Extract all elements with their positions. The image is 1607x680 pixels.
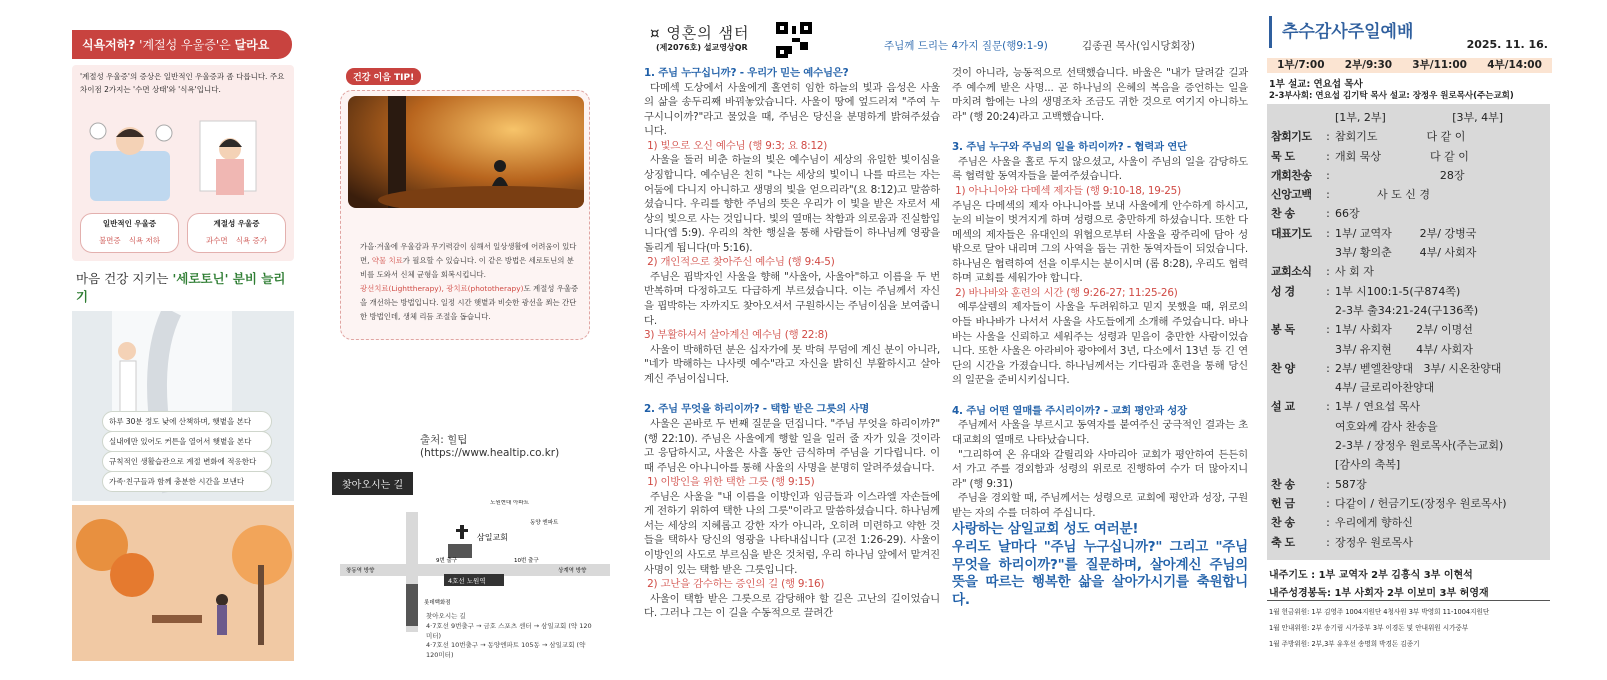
order-colon: :	[1326, 361, 1330, 375]
seasonal-depression-card: 계절성 우울증 과수면 식욕 증가	[187, 213, 286, 253]
order-colon: :	[1326, 149, 1330, 163]
newsletter-header: ¤ 영혼의 샘터	[650, 24, 750, 42]
order-colon: :	[1326, 323, 1330, 337]
map-sanggye-label: 상계역 방향	[558, 568, 587, 574]
directions-note: 찾아오시는 길 4·7호선 9번출구 → 금호 스포츠 센터 → 삼일교회 (약 120미터) 4·7호선 10번출구 → 동양엔파트 105동 → 삼일교회 (약 120미터)	[426, 612, 592, 659]
directions-badge: 찾아오시는 길	[332, 472, 413, 495]
order-colon: :	[1326, 496, 1330, 510]
order-label: 참회기도	[1271, 130, 1312, 144]
map-church-label: 삼일교회	[477, 533, 508, 542]
divider	[1267, 600, 1550, 601]
order-row	[1271, 475, 1546, 494]
order-value: 1부 시100:1-5(구874쪽)	[1335, 284, 1461, 298]
order-label	[1271, 436, 1321, 455]
order-colon	[1321, 340, 1335, 359]
order-of-worship	[1267, 104, 1550, 560]
order-label: 대표기도	[1271, 226, 1312, 240]
health-column-left	[72, 0, 294, 680]
order-row	[1271, 108, 1546, 127]
order-value: 사 회 자	[1335, 265, 1374, 279]
order-label	[1271, 417, 1321, 436]
order-row	[1271, 243, 1546, 262]
service-times	[1267, 58, 1552, 73]
map-jungbong-label: 창동역 방향	[346, 568, 375, 574]
map-dongyang-label: 동양 엔파트	[530, 520, 559, 526]
tip-2: 실내에만 있어도 커튼을 열어서 햇볕을 본다	[102, 431, 272, 452]
order-value: 28장	[1335, 168, 1465, 182]
tip-text: 가을·겨울에 우울감과 무기력감이 심해서 일상생활에 어려움이 있다면, 약물 치료가 필요할 수 있습니다. 이 같은 방법은 세로토닌의 분비를 도와서 신체 균형을 회복시킵니다. 광선치료(Lighttherapy), 광치료(phototherapy)도 계절성 우울증을 개선하는 방법입니다. 일정 시간 햇볕과 비슷한 광선을 쬐는 간단한 방법인데, 생체 리듬 조절을 돕습니다.	[360, 242, 579, 322]
sermon-column-2: 것이 아니라, 능동적으로 선택했습니다. 바울은 "내가 달려갈 길과 주 예수께 받은 사명... 곧 하나님의 은혜의 복음을 증언하는 일을 마치려 함에는 나의 생명조차 조금도 귀한 것으로 여기지 아니하노라" (행 20:24)라고 고백했습니다. 3. 주님 누구와 주님의 일을 하리이까? - 협력과 연단 주님은 사울을 홀로 두지 않으셨고, 사울이 주님의 일을 감당하도록 협력할 동역자들을 붙여주셨습니다. 1) 아나니아와 다메섹 제자들 (행 9:10-18, 19-25) 주님은 다메섹의 제자 아나니아를 보내 사울에게 안수하게 하시고, 눈의 비늘이 벗겨지게 하며 성령으로 충만하게 하셨습니다. 또한 다메섹의 제자들은 유대인의 위협으로부터 사울을 광주리에 담아 성 밖으로 달아 내리며 그의 사역을 돕는 귀한 동역자들이 되었습니다. 하나님은 협력하여 선을 이루시는 분이시며 (롬 8:28), 우리도 협력하며 교회를 세워가야 합니다. 2) 바나바와 훈련의 시간 (행 9:26-27; 11:25-26) 예루살렘의 제자들이 사울을 두려워하고 믿지 못했을 때, 위로의 아들 바나바가 나서서 사울을 사도들에게 소개해 주었습니다. 바나바는 사울을 신뢰하고 세워주는 성령과 믿음이 충만한 사람이었습니다. 또한 사울은 아라비아 광야에서 3년, 다소에서 13년 등 긴 연단의 시간을 가졌습니다. 하나님께서는 기다림과 훈련을 통해 당신의 일꾼을 준비시키십니다. 4. 주님 어떤 열매를 주시리이까? - 교회 평안과 성장 주님께서 사울을 부르시고 동역자를 붙여주신 궁극적인 결과는 초대교회의 열매로 나타났습니다. "그리하여 온 유대와 갈릴리와 사마리아 교회가 평안하여 든든히 서 가고 주를 경외함과 성령의 위로로 진행하여 수가 더 많아지니라" (행 9:31) 주님을 경외할 때, 주님께서는 성령으로 교회에 평안과 성장, 구원받는 자의 수를 더하여 주십니다. 사랑하는 삼일교회 성도 여러분! 우리도 날마다 "주님 누구십니까?" 그리고 "주님 무엇을 하리이까?"를 질문하며, 살아계신 주님의 뜻을 따르는 행복한 삶을 살아가시기를 축원합니다.	[952, 67, 1248, 608]
order-label	[1271, 378, 1321, 397]
order-label: 찬 송	[1271, 516, 1295, 530]
order-label: 성 경	[1271, 284, 1295, 298]
next-week-prayer: 내주기도 : 1부 교역자 2부 김흥식 3부 이현석	[1269, 570, 1473, 581]
order-row	[1271, 397, 1546, 416]
order-colon	[1321, 455, 1335, 474]
order-colon: :	[1326, 207, 1330, 221]
order-colon: :	[1326, 516, 1330, 530]
duty-note-2: 1월 안내위원: 2부 송기림 시가중부 3부 이경돈 및 안내위원 시가중부	[1269, 624, 1469, 632]
tip-1: 하루 30분 정도 낮에 산책하며, 햇볕을 본다	[102, 411, 272, 432]
map-exit9-label: 9번 출구	[436, 558, 458, 564]
order-label: 찬 송	[1271, 477, 1295, 491]
order-row	[1271, 262, 1546, 281]
closing-heading: 사랑하는 삼일교회 성도 여러분!	[952, 521, 1139, 538]
order-colon: :	[1326, 168, 1330, 182]
sermon-column	[644, 0, 1254, 680]
order-label: 봉 독	[1271, 323, 1295, 337]
preacher-1: 1부 설교: 연요섭 목사	[1269, 79, 1363, 90]
map-exit10-label: 10번 출구	[514, 558, 539, 564]
order-value: 개회 묵상 다 같 이	[1335, 149, 1469, 163]
order-colon	[1321, 301, 1335, 320]
order-label: 찬 양	[1271, 361, 1295, 375]
order-row	[1271, 436, 1546, 455]
order-label	[1271, 455, 1321, 474]
service-time-1: 1부/7:00	[1277, 59, 1325, 71]
order-value: [1부, 2부] [3부, 4부]	[1335, 111, 1504, 124]
order-value: 참회기도 다 같 이	[1335, 130, 1466, 144]
newsletter-issue: (제2076호) 설교영상QR	[656, 43, 748, 52]
order-value: 2-3부 출34:21-24(구136쪽)	[1335, 303, 1479, 317]
tip-4: 가족·친구들과 함께 충분한 시간을 보낸다	[102, 471, 272, 492]
map-station-label: 4호선 노원역	[448, 577, 486, 585]
order-label: 헌 금	[1271, 496, 1295, 510]
preacher-2: 2-3부사회: 연요섭 김기탁 목사 설교: 장정우 원로목사(주는교회)	[1269, 91, 1514, 101]
order-colon	[1321, 436, 1335, 455]
order-value: 3부/ 유지현 4부/ 사회자	[1335, 342, 1473, 356]
order-row	[1271, 455, 1546, 474]
order-label: 신앙고백	[1271, 188, 1312, 202]
depression-banner: 식욕저하? '계절성 우울증'은 달라요	[72, 30, 292, 59]
duty-note-1: 1월 헌금위원: 1부 김영주 1004지원단 4청사원 3부 박영희 11-1004지원단	[1269, 608, 1490, 616]
order-value: [감사의 축복]	[1335, 458, 1401, 472]
order-value: 587장	[1335, 477, 1367, 491]
order-row	[1271, 166, 1546, 185]
order-colon	[1321, 108, 1335, 127]
order-value: 우리에게 향하신	[1335, 516, 1413, 530]
order-label: 묵 도	[1271, 149, 1295, 163]
order-row	[1271, 147, 1546, 166]
order-label: 교회소식	[1271, 265, 1312, 279]
order-value: 사 도 신 경	[1335, 188, 1430, 202]
order-row	[1271, 417, 1546, 436]
order-label: 찬 송	[1271, 207, 1295, 221]
order-value: 여호와께 감사 찬송을	[1335, 419, 1438, 433]
order-colon: :	[1326, 188, 1330, 202]
order-colon: :	[1326, 400, 1330, 414]
order-value: 1부/ 사회자 2부/ 이명선	[1335, 323, 1473, 337]
order-row	[1271, 127, 1546, 146]
order-colon: :	[1326, 535, 1330, 549]
next-week-reading: 내주성경봉독: 1부 사회자 2부 이보미 3부 허영재	[1269, 588, 1489, 599]
sermon-author: 김종권 목사(임시당회장)	[1082, 40, 1195, 52]
autumn-photo	[348, 96, 584, 208]
map-lotte-label: 롯데백화점	[424, 600, 451, 606]
order-label	[1271, 243, 1321, 262]
general-depression-card: 일반적인 우울증 불면증 식욕 저하	[80, 213, 179, 253]
order-label: 축 도	[1271, 535, 1295, 549]
order-label: 설 교	[1271, 400, 1295, 414]
order-row	[1271, 301, 1546, 320]
tip-3: 규칙적인 생활습관으로 계절 변화에 적응한다	[102, 451, 272, 472]
order-value: 4부/ 글로리아찬양대	[1335, 381, 1435, 395]
order-colon	[1321, 378, 1335, 397]
depression-info-box	[72, 65, 294, 261]
autumn-park-illustration	[72, 505, 294, 661]
serotonin-heading: 마음 건강 지키는 '세로토닌' 분비 늘리기	[76, 271, 286, 304]
depression-intro: '계절성 우울증'의 증상은 일반적인 우울증과 좀 다릅니다. 주요 차이점 2가지는 '수면 상태'와 '식욕'입니다.	[80, 72, 285, 94]
order-label	[1271, 340, 1321, 359]
service-time-3: 3부/11:00	[1412, 59, 1467, 71]
order-value: 장정우 원로목사	[1335, 535, 1413, 549]
worship-order-column	[1267, 0, 1552, 680]
duty-note-3: 1월 주방위원: 2부,3부 유후선 송명희 박경돈 김종기	[1269, 640, 1420, 648]
order-label	[1271, 108, 1321, 127]
order-row	[1271, 320, 1546, 339]
map-apt-label: 노원현대 아파트	[490, 500, 529, 506]
sermon-qr-code[interactable]	[776, 22, 812, 58]
order-row	[1271, 378, 1546, 397]
order-value: 다같이 / 헌금기도(장정우 원로목사)	[1335, 496, 1507, 510]
worship-title: 추수감사주일예배	[1269, 16, 1413, 48]
order-value: 66장	[1335, 207, 1360, 221]
source-credit: 출처: 힐팁 (https://www.healtip.co.kr)	[420, 434, 560, 459]
closing-message: 우리도 날마다 "주님 누구십니까?" 그리고 "주님 무엇을 하리이까?"를 질문하며, 살아계신 주님의 뜻을 따르는 행복한 삶을 살아가시기를 축원합니다.	[952, 539, 1248, 608]
order-colon	[1321, 417, 1335, 436]
sermon-title: 주님께 드리는 4가지 질문(행9:1-9)	[884, 40, 1048, 52]
sermon-column-1: 1. 주님 누구십니까? - 우리가 믿는 예수님은? 다메섹 도상에서 사울에게 홀연히 임한 하늘의 빛과 음성은 사울의 삶을 송두리째 바꿔놓았습니다. 사울이 땅에 엎드러져 "주여 누구시니이까?"라고 물었을 때, 주님은 당신을 분명하게 밝혀주셨습니다. 1) 빛으로 오신 예수님 (행 9:3; 요 8:12) 사울을 둘러 비춘 하늘의 빛은 예수님이 세상의 유일한 빛이심을 상징합니다. 예수님은 친히 "나는 세상의 빛이니 나를 따르는 자는 어둠에 다니지 아니하고 생명의 빛을 얻으리라"(요 8:12)고 말씀하셨습니다. 우리를 향한 주님의 뜻은 우리가 이 빛을 받은 자로서 세상의 빛으로 사는 것입니다. 빛의 열매는 착함과 의로움과 진실함입니다(엡 5:9). 우리의 착한 행실을 통해 사람들이 하나님께 영광을 돌리게 됩니다(마 5:16). 2) 개인적으로 찾아주신 예수님 (행 9:4-5) 주님은 핍박자인 사울을 향해 "사울아, 사울아"하고 이름을 두 번 반복하며 다정하고도 다급하게 부르셨습니다. 이는 주님께서 자신을 핍박하는 자까지도 찾아오셔서 구원하시는 주님이심을 보여줍니다. 3) 부활하셔서 살아계신 예수님 (행 22:8) 사울이 박해하던 분은 십자가에 못 박혀 무덤에 계신 분이 아니라, "네가 박해하는 나사렛 예수"라고 자신을 밝히신 부활하시고 살아계신 주님이십니다. 2. 주님 무엇을 하리이까? - 택함 받은 그릇의 사명 사울은 곧바로 두 번째 질문을 던집니다. "주님 무엇을 하리이까?" (행 22:10). 주님은 사울에게 행할 일을 일러 줄 자가 있을 것이라고 응답하시고, 사울은 사흘 동안 금식하며 주님을 기다립니다. 이때 주님은 아나니아를 통해 사울의 사명을 분명히 알려주셨습니다. 1) 이방인을 위한 택한 그릇 (행 9:15) 주님은 사울을 "내 이름을 이방인과 임금들과 이스라엘 자손들에게 전하기 위하여 택한 나의 그릇"이라고 말씀하셨습니다. 하나님께서는 세상의 지혜롭고 강한 자가 아니라, 오히려 미련하고 약한 것들을 택하사 당신의 영광을 나타내십니다 (고전 1:26-29). 사울이 이방인의 사도로 부르심을 받은 것처럼, 우리 하나님 앞에서 맡겨진 사명이 있는 택함 받은 그릇입니다. 2) 고난을 감수하는 증인의 길 (행 9:16) 사울이 택함 받은 그릇으로 감당해야 할 길은 고난의 길이었습니다. 그러나 그는 이 길을 수동적으로 끌려간	[644, 67, 940, 620]
order-row	[1271, 359, 1546, 378]
order-row	[1271, 533, 1546, 552]
order-row	[1271, 513, 1546, 532]
order-row	[1271, 224, 1546, 243]
worship-date: 2025. 11. 16.	[1466, 38, 1548, 51]
order-row	[1271, 185, 1546, 204]
health-column-right	[340, 0, 595, 680]
order-colon	[1321, 243, 1335, 262]
order-colon: :	[1326, 477, 1330, 491]
order-row	[1271, 340, 1546, 359]
service-time-2: 2부/9:30	[1344, 59, 1393, 71]
order-label: 개회찬송	[1271, 168, 1312, 182]
order-row	[1271, 204, 1546, 223]
window-illustration	[72, 311, 294, 501]
service-time-4: 4부/14:00	[1487, 59, 1542, 71]
order-value: 1부 / 연요섭 목사	[1335, 400, 1420, 414]
order-row	[1271, 494, 1546, 513]
order-colon: :	[1326, 226, 1330, 240]
order-value: 1부/ 교역자 2부/ 강병국	[1335, 226, 1477, 240]
health-tip-badge: 건강 이음 TIP!	[346, 68, 421, 85]
order-label	[1271, 301, 1321, 320]
order-colon: :	[1326, 265, 1330, 279]
order-colon: :	[1326, 284, 1330, 298]
order-value: 3부/ 황의춘 4부/ 사회자	[1335, 246, 1477, 260]
sleeping-person-illustration	[80, 101, 284, 211]
order-colon: :	[1326, 130, 1330, 144]
order-value: 2-3부 / 장정우 원로목사(주는교회)	[1335, 439, 1504, 453]
order-value: 2부/ 벧엘찬양대 3부/ 시온찬양대	[1335, 361, 1502, 375]
order-row	[1271, 282, 1546, 301]
